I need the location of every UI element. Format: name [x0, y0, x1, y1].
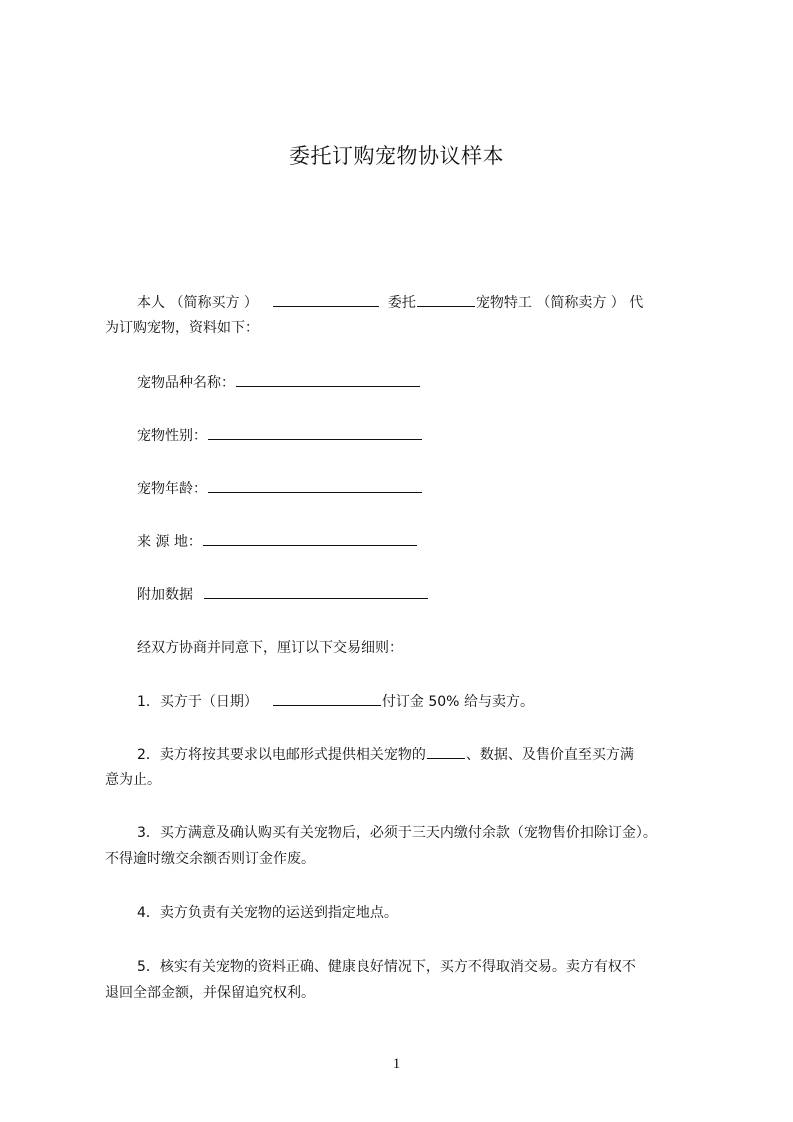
field-blank — [208, 425, 422, 440]
field-pet-age — [137, 478, 423, 499]
seller-name-blank — [417, 292, 475, 307]
document-title: 委托订购宠物协议样本 — [289, 144, 504, 168]
intro-entrust-label: 委托 — [387, 295, 416, 311]
clause-2-line-2: 意为止。 — [105, 772, 161, 788]
field-blank — [236, 372, 420, 387]
clause-5-line-1: 5．核实有关宠物的资料正确、健康良好情况下，买方不得取消交易。卖方有权不 — [137, 959, 636, 975]
field-origin — [137, 531, 418, 552]
intro-line-2: 为订购宠物，资料如下： — [105, 320, 259, 336]
clause-4: 4．卖方负责有关宠物的运送到指定地点。 — [137, 905, 398, 921]
date-blank — [273, 691, 381, 706]
field-label: 附加数据 — [137, 587, 193, 603]
field-label: 宠物年龄： — [137, 481, 207, 497]
intro-line-1 — [137, 292, 643, 313]
buyer-name-blank — [273, 292, 379, 307]
field-pet-gender — [137, 425, 423, 446]
clause-2-blank — [427, 744, 465, 759]
clause-2-line-1 — [137, 744, 634, 765]
field-blank — [208, 478, 422, 493]
page-number: 1 — [392, 1056, 401, 1072]
clause-2-text-cont: 、数据、及售价直至买方满 — [465, 747, 634, 763]
agreement-intro: 经双方协商并同意下，厘订以下交易细则： — [137, 640, 403, 656]
clause-5-line-2: 退回全部金额，并保留追究权利。 — [105, 985, 315, 1001]
clause-1-deposit: 付订金 50% 给与卖方。 — [381, 694, 534, 710]
field-label: 宠物性别： — [137, 428, 207, 444]
field-blank — [203, 531, 417, 546]
clause-3-line-2: 不得逾时缴交余额否则订金作废。 — [105, 851, 315, 867]
field-label: 来 源 地： — [137, 534, 202, 550]
field-pet-breed — [137, 372, 421, 393]
field-blank — [204, 584, 428, 599]
clause-2-text: 2．卖方将按其要求以电邮形式提供相关宠物的 — [137, 747, 426, 763]
field-label: 宠物品种名称： — [137, 375, 235, 391]
intro-seller-label: 宠物特工 （简称卖方 ） 代 — [475, 295, 644, 311]
intro-buyer-label: 本人 （简称买方 ） — [137, 295, 258, 311]
clause-1-text: 1．买方于（日期） — [137, 694, 258, 710]
clause-3-line-1: 3．买方满意及确认购买有关宠物后，必须于三天内缴付余款（宠物售价扣除订金）。 — [137, 825, 657, 841]
clause-1 — [137, 691, 534, 712]
field-additional-data — [137, 584, 429, 605]
